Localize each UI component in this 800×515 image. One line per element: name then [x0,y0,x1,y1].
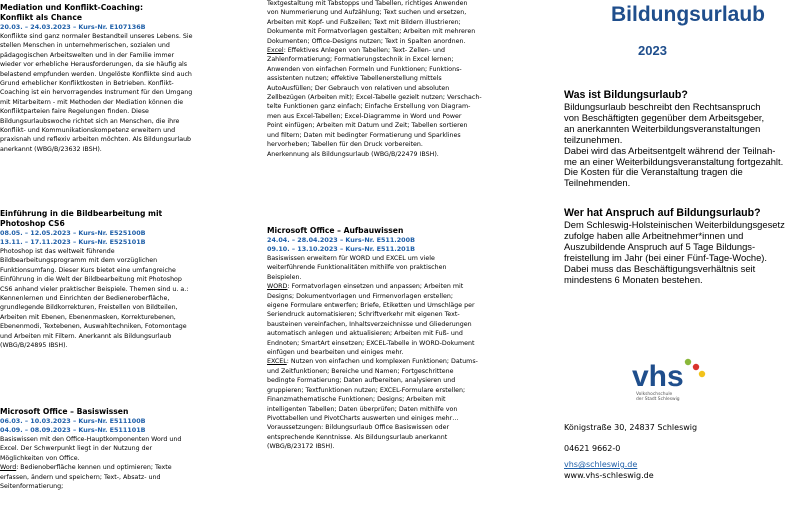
logo-dot-red [693,364,699,370]
course-title: Einführung in die Bildbearbeitung mit [0,209,163,218]
page-year: 2023 [638,43,667,58]
course-office-basis [0,407,228,491]
course-description: Basiswissen erweitern für WORD und EXCEL um viele weiterführende Funktionalitäten mithilfe von praktischen Beispielen. WORD: Formatvorlagen einsetzen und anpassen; Arbeiten mit Designs; Dokumentvorlagen und Firmenvorlagen erstellen; eigene Formulare entwerfen; Briefe, Etiketten und Umschläge per Seriendruck automatisieren; Schriftverkehr mit eigenen Text- bausteinen vereinfachen, Inhaltsverzeichnisse und Gliederungen automatisch anlegen und aktualisieren; Arbeiten mit Fuß- und Endnoten; SmartArt einsetzen; EXCEL-Tabelle in WORD-Dokument einfügen und bearbeiten und einiges mehr. EXCEL: Nutzen von einfachen und komplexen Funktionen; Datums- und Zeitfunktionen; Bereiche und Namen; Fortgeschrittene bedingte Formatierung; Daten aufbereiten, analysieren und gruppieren; Textfunktionen nutzen; EXCEL-Formulare erstellen; Finanzmathematische Funktionen; Designs; Arbeiten mit intelligenten Tabellen; Daten überprüfen; Daten mithilfe von Pivottabellen und PivotCharts auswerten und einiges mehr… Voraussetzungen: Bildungsurlaub Office Basiswissen oder entsprechende Kenntnisse. Als Bildungsurlaub anerkannt (WBG/B/23172 IBSH). [267,255,478,451]
section-text: Bildungsurlaub beschreibt den Rechtsanspruch von Beschäftigten gegenüber dem Arbeitsgeber, an anerkannten Weiterbildungsveranstaltungen teilzunehmen. Dabei wird das Arbeitsentgelt während der Teilnah- me an einer Weiterbildungsveranstaltung fortgezahlt. Die Kosten für die Veranstaltung tragen die Teilnehmenden. [564,101,784,189]
logo-subtitle: Volkshochschule der Stadt Schleswig [636,392,680,403]
word-label: WORD [267,283,288,291]
course-date: 09.10. – 13.10.2023 – Kurs-Nr. E511.201B [267,245,415,253]
course-description: Textgestaltung mit Tabstopps und Tabellen, richtiges Anwenden von Nummerierung und Aufzählung; Text suchen und ersetzen, Arbeiten mit Kopf- und Fußzeilen; Text mit Bildern illustrieren; Dokumente mit Formatvorlagen gestalten; Arbeiten mit mehreren Dokumenten; Office-Designs nutzen; Text in Spalten anordnen. Excel: Effektives Anlegen von Tabellen; Text- Zellen- und Zahlenformatierung; Formatierungstechnik in Excel lernen; Anwenden von einfachen Formeln und Funktionen; Funktions- assistenten nutzen; effektive Tabellenerstellung mittels AutoAusfüllen; Der Gebrauch von relativen und absoluten Zellbezügen (Arbeiten mit); Excel-Tabelle gezielt nutzen; Verschach- telte Funktionen ganz einfach; Einfache Erstellung von Diagram- men aus Excel-Tabellen; Excel-Diagramme in Word und Power Point einfügen; Arbeiten mit Datum und Zeit; Tabellen sortieren und filtern; Daten mit bedingter Formatierung und Sparklines hervorheben; Tabellen für den Druck vorbereiten. Anerkennung als Bildungsurlaub (WBG/B/22479 IBSH). [267,0,482,158]
contact-website[interactable]: www.vhs-schleswig.de [564,471,654,480]
course-date: 04.09. – 08.09.2023 – Kurs-Nr. E511101B [0,426,146,434]
logo-dot-green [685,359,691,365]
course-description: Konflikte sind ganz normaler Bestandteil unseres Lebens. Sie stellen Menschen in unternehmerischen, sozialen und pädagogischen Arbeitswelten und in der Familie immer wieder vor erhebliche Herausforderungen, da sie häufig als belastend empfunden werden. Ungelöste Konflikte sind auch Grund erheblicher Konfliktkosten in Betrieben. Konflikt- Coaching ist ein hervorragendes Instrument für den Umgang mit Mitarbeitern - mit Methoden der Mediation können die Konfliktparteien faire Regelungen finden. Diese Bildungsurlaubswoche richtet sich an Menschen, die ihre Konflikt- und Kommunikationskompetenz erweitern und praxisnah und reflexiv arbeiten möchten. Als Bildungsurlaub anerkannt (WBG/B/23632 IBSH). [0,33,193,153]
course-office-basis-continued [267,0,499,159]
course-title: Microsoft Office – Aufbauwissen [267,226,404,235]
course-office-aufbau [267,226,499,452]
contact-block [564,422,800,481]
excel-label: Excel [267,47,284,55]
course-date: 08.05. – 12.05.2023 – Kurs-Nr. E525100B [0,229,146,237]
course-date: 13.11. – 17.11.2023 – Kurs-Nr. E525101B [0,238,146,246]
course-subtitle: Konflikt als Chance [0,13,82,22]
course-description: Photoshop ist das weltweit führende Bildbearbeitungsprogramm mit dem vorzüglichen Funktionsumfang. Dieser Kurs bietet eine umfangreiche Einführung in die Welt der Bildbearbeitung mit Photoshop CS6 anhand vieler praktischer Beispiele. Themen sind u. a.: Kennenlernen und Einrichten der Bedieneroberfläche, grundlegende Bildkorrekturen, Freistellen von Bildteilen, Arbeiten mit Ebenen, Ebenenmasken, Korrekturebenen, Ebenenmodi, Textebenen, Auswahltechniken, Fotomontage und Arbeiten mit Filtern. Anerkannt als Bildungsurlaub (WBG/B/24895 IBSH). [0,248,189,350]
word-label: Word [0,464,17,472]
section-heading: Wer hat Anspruch auf Bildungsurlaub? [564,207,761,219]
contact-address: Königstraße 30, 24837 Schleswig [564,423,698,432]
contact-phone: 04621 9662-0 [564,444,621,453]
course-bildbearbeitung [0,209,228,350]
excel-label: EXCEL [267,358,287,366]
info-was-ist [564,89,800,189]
course-description: Basiswissen mit den Office-Hauptkomponenten Word und Excel. Der Schwerpunkt liegt in der Nutzung der Möglichkeiten von Office. Word: Bedienoberfläche kennen und optimieren; Texte erfassen, ändern und speichern; Text-, Absatz- und Seitenformatierung; [0,436,182,491]
course-mediation [0,3,228,154]
course-date: 20.03. – 24.03.2023 – Kurs-Nr. E107136B [0,23,146,31]
logo-dot-yellow [699,371,705,377]
logo-text: vhs [632,360,684,393]
page-title: Bildungsurlaub [611,3,765,26]
course-title: Mediation und Konflikt-Coaching: [0,3,144,12]
course-title: Microsoft Office – Basiswissen [0,407,129,416]
info-anspruch [564,207,800,285]
course-date: 24.04. – 28.04.2023 – Kurs-Nr. E511.200B [267,236,415,244]
section-heading: Was ist Bildungsurlaub? [564,89,688,101]
contact-email-link[interactable]: vhs@schleswig.de [564,460,638,469]
course-date: 06.03. – 10.03.2023 – Kurs-Nr. E511100B [0,417,146,425]
course-subtitle: Photoshop CS6 [0,219,65,228]
section-text: Dem Schleswig-Holsteinischen Weiterbildungsgesetz zufolge haben alle Arbeitnehmer*innen und Auszubildende Anspruch auf 5 Tage Bildungs- freistellung im Jahr (bei einer Fünf-Tage-Woche). Dabei muss das Beschäftigungsverhältnis seit mindestens 6 Monaten bestehen. [564,219,785,285]
vhs-logo [630,356,730,416]
